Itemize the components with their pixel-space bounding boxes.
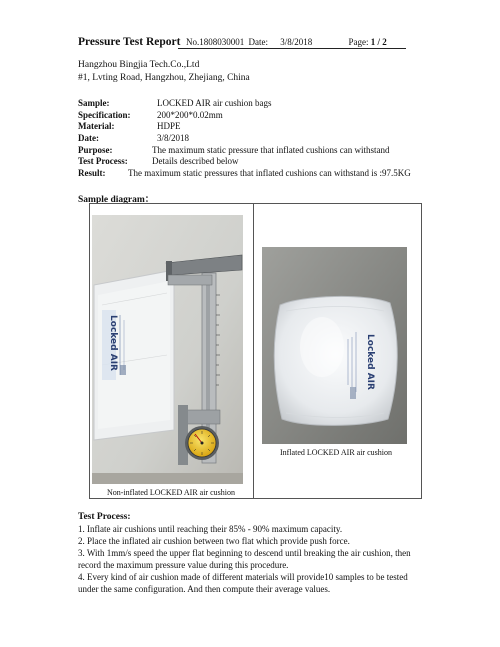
bag-brand-text-right: Locked AIR xyxy=(365,334,375,390)
test-step-1: 1. Inflate air cushions until reaching their 85% - 90% maximum capacity. xyxy=(78,524,343,534)
non-inflated-cushion-photo xyxy=(92,215,243,484)
field-label-sample: Sample: xyxy=(78,98,110,108)
field-value-test-process: Details described below xyxy=(152,156,239,166)
field-value-material: HDPE xyxy=(157,121,181,131)
report-number: No.1808030001 xyxy=(186,37,245,47)
field-value-result: The maximum static pressures that inflated cushions can withstand is :97.5KG xyxy=(128,168,411,178)
non-inflated-cushion-illustration xyxy=(92,215,243,484)
field-value-specification: 200*200*0.02mm xyxy=(157,110,223,120)
page-number: 1 / 2 xyxy=(370,37,387,47)
sample-diagram-title: Sample diagram： xyxy=(78,195,155,205)
field-value-sample: LOCKED AIR air cushion bags xyxy=(157,98,272,108)
date-label: Date: xyxy=(248,37,268,47)
company-name: Hangzhou Bingjia Tech.Co.,Ltd xyxy=(78,60,200,70)
inflated-caption: Inflated LOCKED AIR air cushion xyxy=(280,448,392,457)
field-value-date: 3/8/2018 xyxy=(157,133,190,143)
test-step-4: 4. Every kind of air cushion made of different materials will provide10 samples to be tested under the same configuration. And then compute their average values. xyxy=(78,572,408,594)
field-value-purpose: The maximum static pressure that inflated cushions can withstand xyxy=(152,145,390,155)
header-underline xyxy=(178,48,406,49)
field-label-specification: Specification: xyxy=(78,110,131,120)
test-step-2: 2. Place the inflated air cushion between two flat which provide push force. xyxy=(78,536,350,546)
page-label: Page: xyxy=(348,37,369,47)
bag-brand-text-left: Locked AIR xyxy=(108,315,118,371)
field-label-result: Result: xyxy=(78,168,106,178)
report-title: Pressure Test Report xyxy=(78,36,181,48)
field-label-purpose: Purpose: xyxy=(78,145,113,155)
sample-diagram-divider xyxy=(253,203,254,499)
field-label-test-process: Test Process: xyxy=(78,156,128,166)
test-step-3: 3. With 1mm/s speed the upper flat beginning to descend until breaking the air cushion, then record the maximum pressure value during this procedure. xyxy=(78,548,411,570)
field-label-material: Material: xyxy=(78,121,115,131)
inflated-cushion-illustration xyxy=(262,247,407,444)
field-label-date: Date: xyxy=(78,133,99,143)
inflated-cushion-photo xyxy=(262,247,407,444)
report-meta xyxy=(178,37,387,47)
date-value: 3/8/2018 xyxy=(280,37,313,47)
test-process-title: Test Process: xyxy=(78,512,131,522)
non-inflated-caption: Non-inflated LOCKED AIR air cushion xyxy=(107,488,235,497)
company-address: #1, Lvting Road, Hangzhou, Zhejiang, China xyxy=(78,73,250,83)
